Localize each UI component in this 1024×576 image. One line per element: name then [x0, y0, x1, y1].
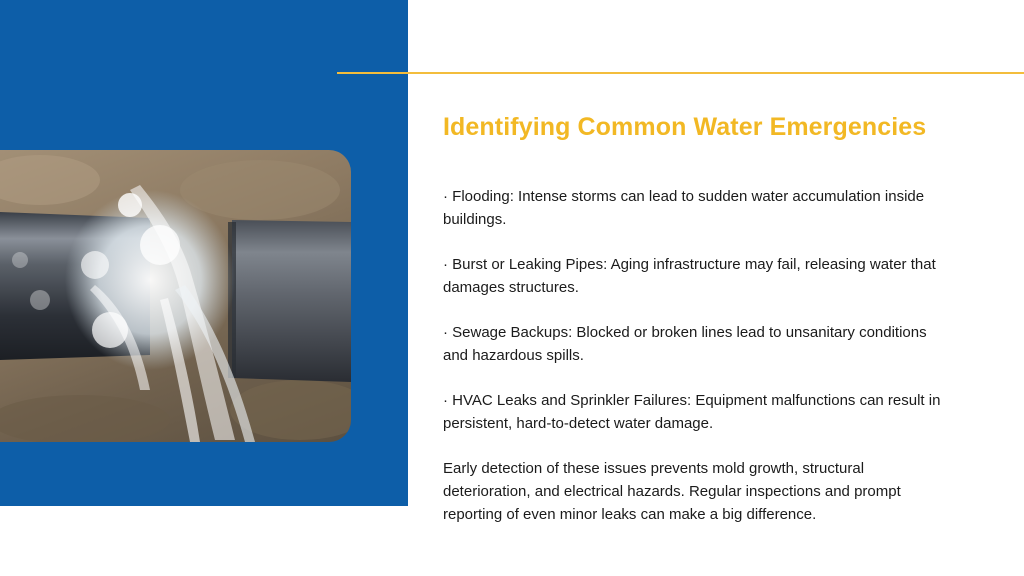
bullet-burst-pipes: · Burst or Leaking Pipes: Aging infrastructure may fail, releasing water that damages structures.	[443, 256, 936, 296]
bullet-hvac-leaks: · HVAC Leaks and Sprinkler Failures: Equipment malfunctions can result in persistent, hard-to-detect water damage.	[443, 392, 941, 432]
bullet-flooding: · Flooding: Intense storms can lead to sudden water accumulation inside buildings.	[443, 188, 925, 228]
accent-divider-line	[337, 72, 1024, 74]
bullet-sewage-backups: · Sewage Backups: Blocked or broken lines lead to unsanitary conditions and hazardous spills.	[443, 324, 927, 364]
slide-title: Identifying Common Water Emergencies	[443, 113, 927, 141]
summary-paragraph: Early detection of these issues prevents mold growth, structural deterioration, and electrical hazards. Regular inspections and prompt reporting of even minor leaks can make a big difference.	[443, 460, 901, 523]
burst-pipe-photo	[0, 150, 351, 442]
body-text	[443, 185, 943, 548]
